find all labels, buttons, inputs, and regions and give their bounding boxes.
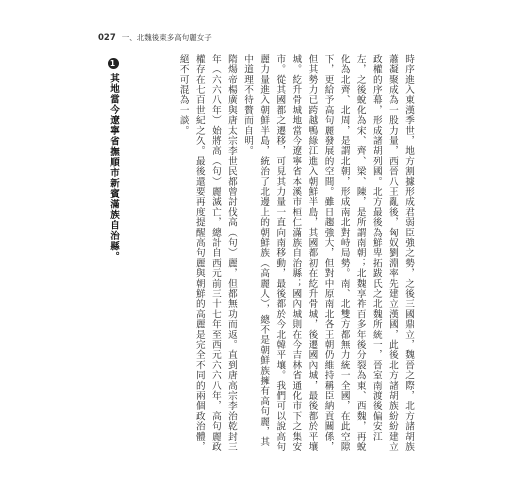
footnote-number: 1 — [108, 58, 119, 69]
paragraph-2: 隋煬帝楊廣與唐太宗李世民都曾討伐高（句）麗，但都無功而返。直到唐高宗李治乾封三年（六六八年）始將高（句）麗滅亡，總計自西元前三十七年至西元六六八年，高句麗政權存在七百世紀之久。最後還要再度提醒高句麗與朝鮮的高麗是完全不同的兩個政治體，絕不可混為一談。 — [177, 54, 237, 452]
page-header — [98, 32, 212, 43]
page-number: 027 — [98, 32, 116, 43]
footnote — [106, 58, 120, 262]
body-text — [148, 54, 416, 454]
footnote-text: 其地當今遼寧省撫順市新賓滿族自治縣。 — [108, 73, 119, 262]
chapter-title: 一、北魏後東多高句麗女子 — [121, 33, 212, 42]
paragraph-1: 時序進入東漢季世，地方割據形成君弱臣強之勢，之後三國鼎立，魏晉之際，北方諸胡族蕭凝聚成為一股力量，西晉八王亂後，匈奴劉淵率先建立漢國，此後北方諸胡族紛紛建立政權的序幕，形成諸胡列國。北方最後為鮮卑拓跋氏之北魏所統一，晉室南渡後偏安江左，之後蛻化為宋、齊、梁、陳，是所謂南朝；北魏享祚百多年後分裂為東、西魏，再蛻化為北齊、北周，是謂北朝，形成南北對峙局勢。南、北雙方都無力統一全國，在此空隙下，更給予高句麗發展的空間。雖日趨強大，但對中原南北各王朝仍維持稱臣納貢關係，但其勢力已跨越鴨綠江進入朝鮮半島，其國都初在紇升骨城，後遷國內城，最後都於平壤城。紇升骨城地當今遼寧省本溪市桓仁滿族自治縣；國內城則在今吉林省通化市下之集安市。從其國都之遷移，可見其力量一直向南移動，最後都於今北韓平壤。我們可以說高句麗力量進入朝鮮半島，統治了北邊上的朝鮮族（高麗人），總不是朝鮮族擁有高句麗，其中道理不待贅而自明。 — [242, 54, 414, 452]
